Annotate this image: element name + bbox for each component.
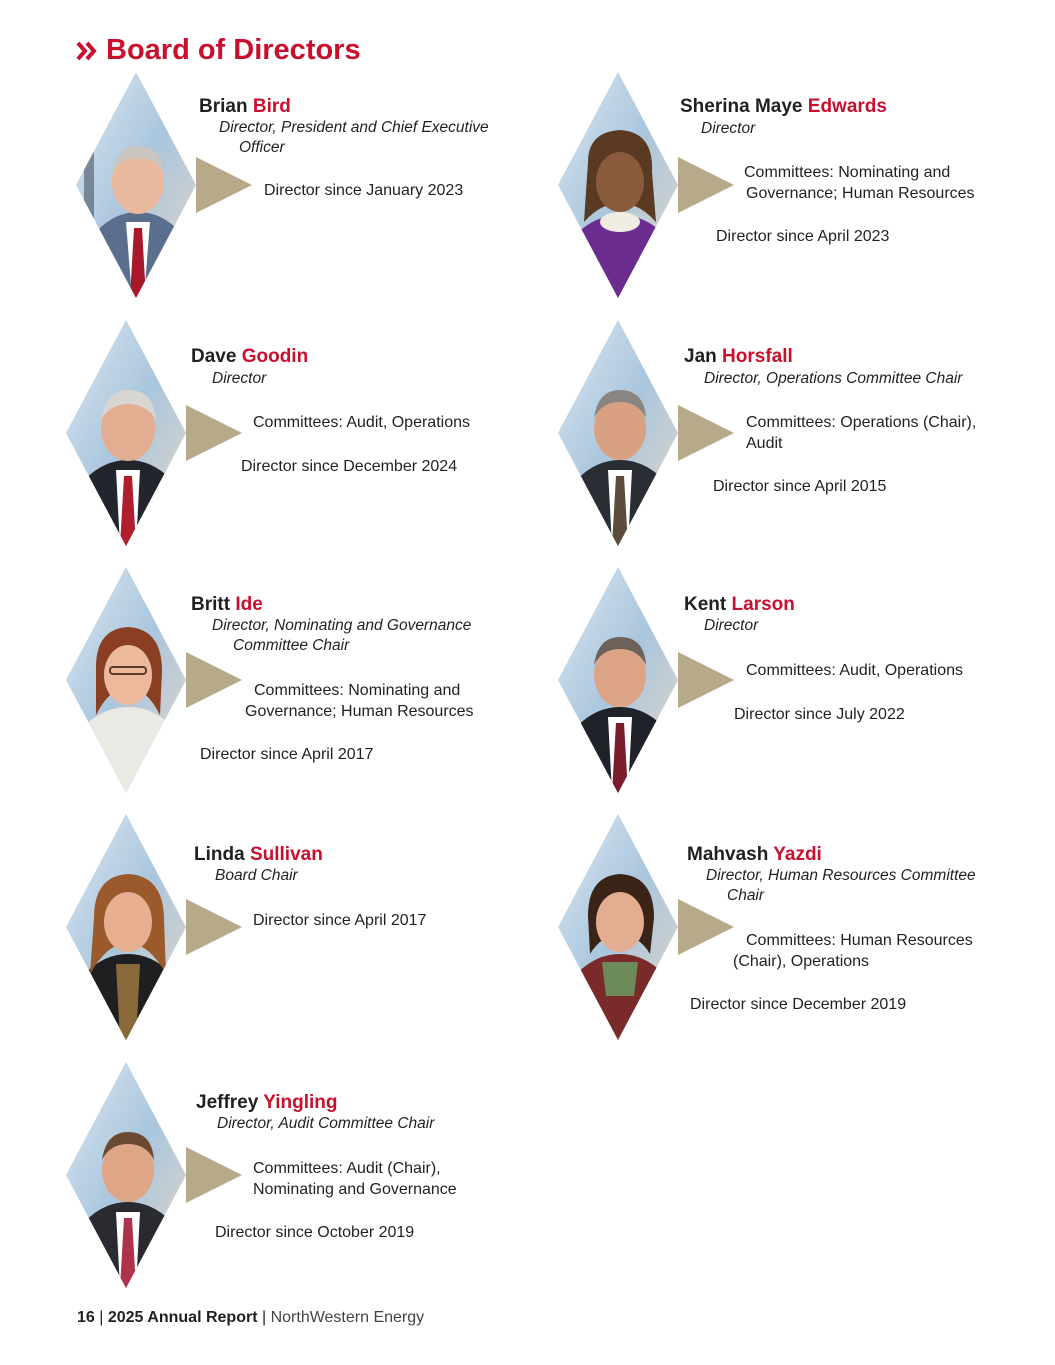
director-committees: Committees: Human Resources (Chair), Operations — [733, 932, 973, 970]
director-card — [66, 567, 526, 795]
page-title — [76, 34, 361, 67]
director-name: Kent Larson — [684, 594, 795, 615]
director-card — [76, 72, 526, 300]
director-card — [66, 814, 526, 1042]
director-since: Director since April 2015 — [713, 478, 887, 495]
director-role: Director — [704, 617, 759, 634]
director-name: Dave Goodin — [191, 346, 309, 367]
director-card — [558, 320, 1018, 548]
director-card — [66, 1062, 526, 1290]
director-committees: Committees: Audit, Operations — [253, 414, 470, 431]
director-role: Director — [701, 120, 756, 137]
director-card — [66, 320, 526, 548]
director-since: Director since December 2024 — [241, 458, 458, 475]
director-since: Director since April 2017 — [200, 746, 374, 763]
director-card — [558, 567, 1018, 795]
page-number: 16 — [77, 1309, 95, 1326]
director-committees: Committees: Operations (Chair), Audit — [746, 414, 977, 452]
page-title-text: Board of Directors — [106, 34, 361, 66]
director-since: Director since April 2017 — [253, 912, 427, 929]
report-title: 2025 Annual Report — [107, 1309, 258, 1326]
director-role: Director — [212, 370, 267, 387]
director-committees: Committees: Nominating and Governance; Human Resources — [245, 682, 474, 720]
director-role: Board Chair — [215, 867, 298, 884]
director-name: Jeffrey Yingling — [196, 1092, 338, 1113]
director-role: Director, Audit Committee Chair — [217, 1115, 435, 1132]
director-name: Linda Sullivan — [194, 844, 323, 865]
footer-separator: | — [99, 1309, 104, 1326]
director-role: Director, Nominating and Governance Committee Chair — [212, 617, 472, 654]
director-committees: Committees: Nominating and Governance; Human Resources — [744, 164, 975, 202]
double-chevron-right-icon — [76, 40, 98, 62]
director-name: Britt Ide — [191, 594, 263, 615]
director-card — [558, 814, 1028, 1042]
director-name: Mahvash Yazdi — [687, 844, 822, 865]
director-name: Sherina Maye Edwards — [680, 96, 887, 117]
director-name: Jan Horsfall — [684, 346, 793, 367]
director-since: Director since July 2022 — [734, 706, 905, 723]
page-footer — [77, 1309, 424, 1327]
company-name: NorthWestern Energy — [270, 1309, 425, 1326]
director-since: Director since December 2019 — [690, 996, 907, 1013]
director-role: Director, Operations Committee Chair — [704, 370, 963, 387]
director-role: Director, President and Chief Executive Officer — [219, 119, 489, 156]
director-card — [558, 72, 1018, 300]
director-since: Director since April 2023 — [716, 228, 890, 245]
footer-separator: | — [261, 1309, 267, 1326]
director-committees: Committees: Audit, Operations — [746, 662, 963, 679]
director-name: Brian Bird — [199, 96, 291, 117]
director-since: Director since October 2019 — [215, 1224, 415, 1241]
director-since: Director since January 2023 — [264, 182, 464, 199]
director-committees: Committees: Audit (Chair), Nominating and Governance — [253, 1160, 457, 1198]
director-role: Director, Human Resources Committee Chair — [706, 867, 976, 904]
